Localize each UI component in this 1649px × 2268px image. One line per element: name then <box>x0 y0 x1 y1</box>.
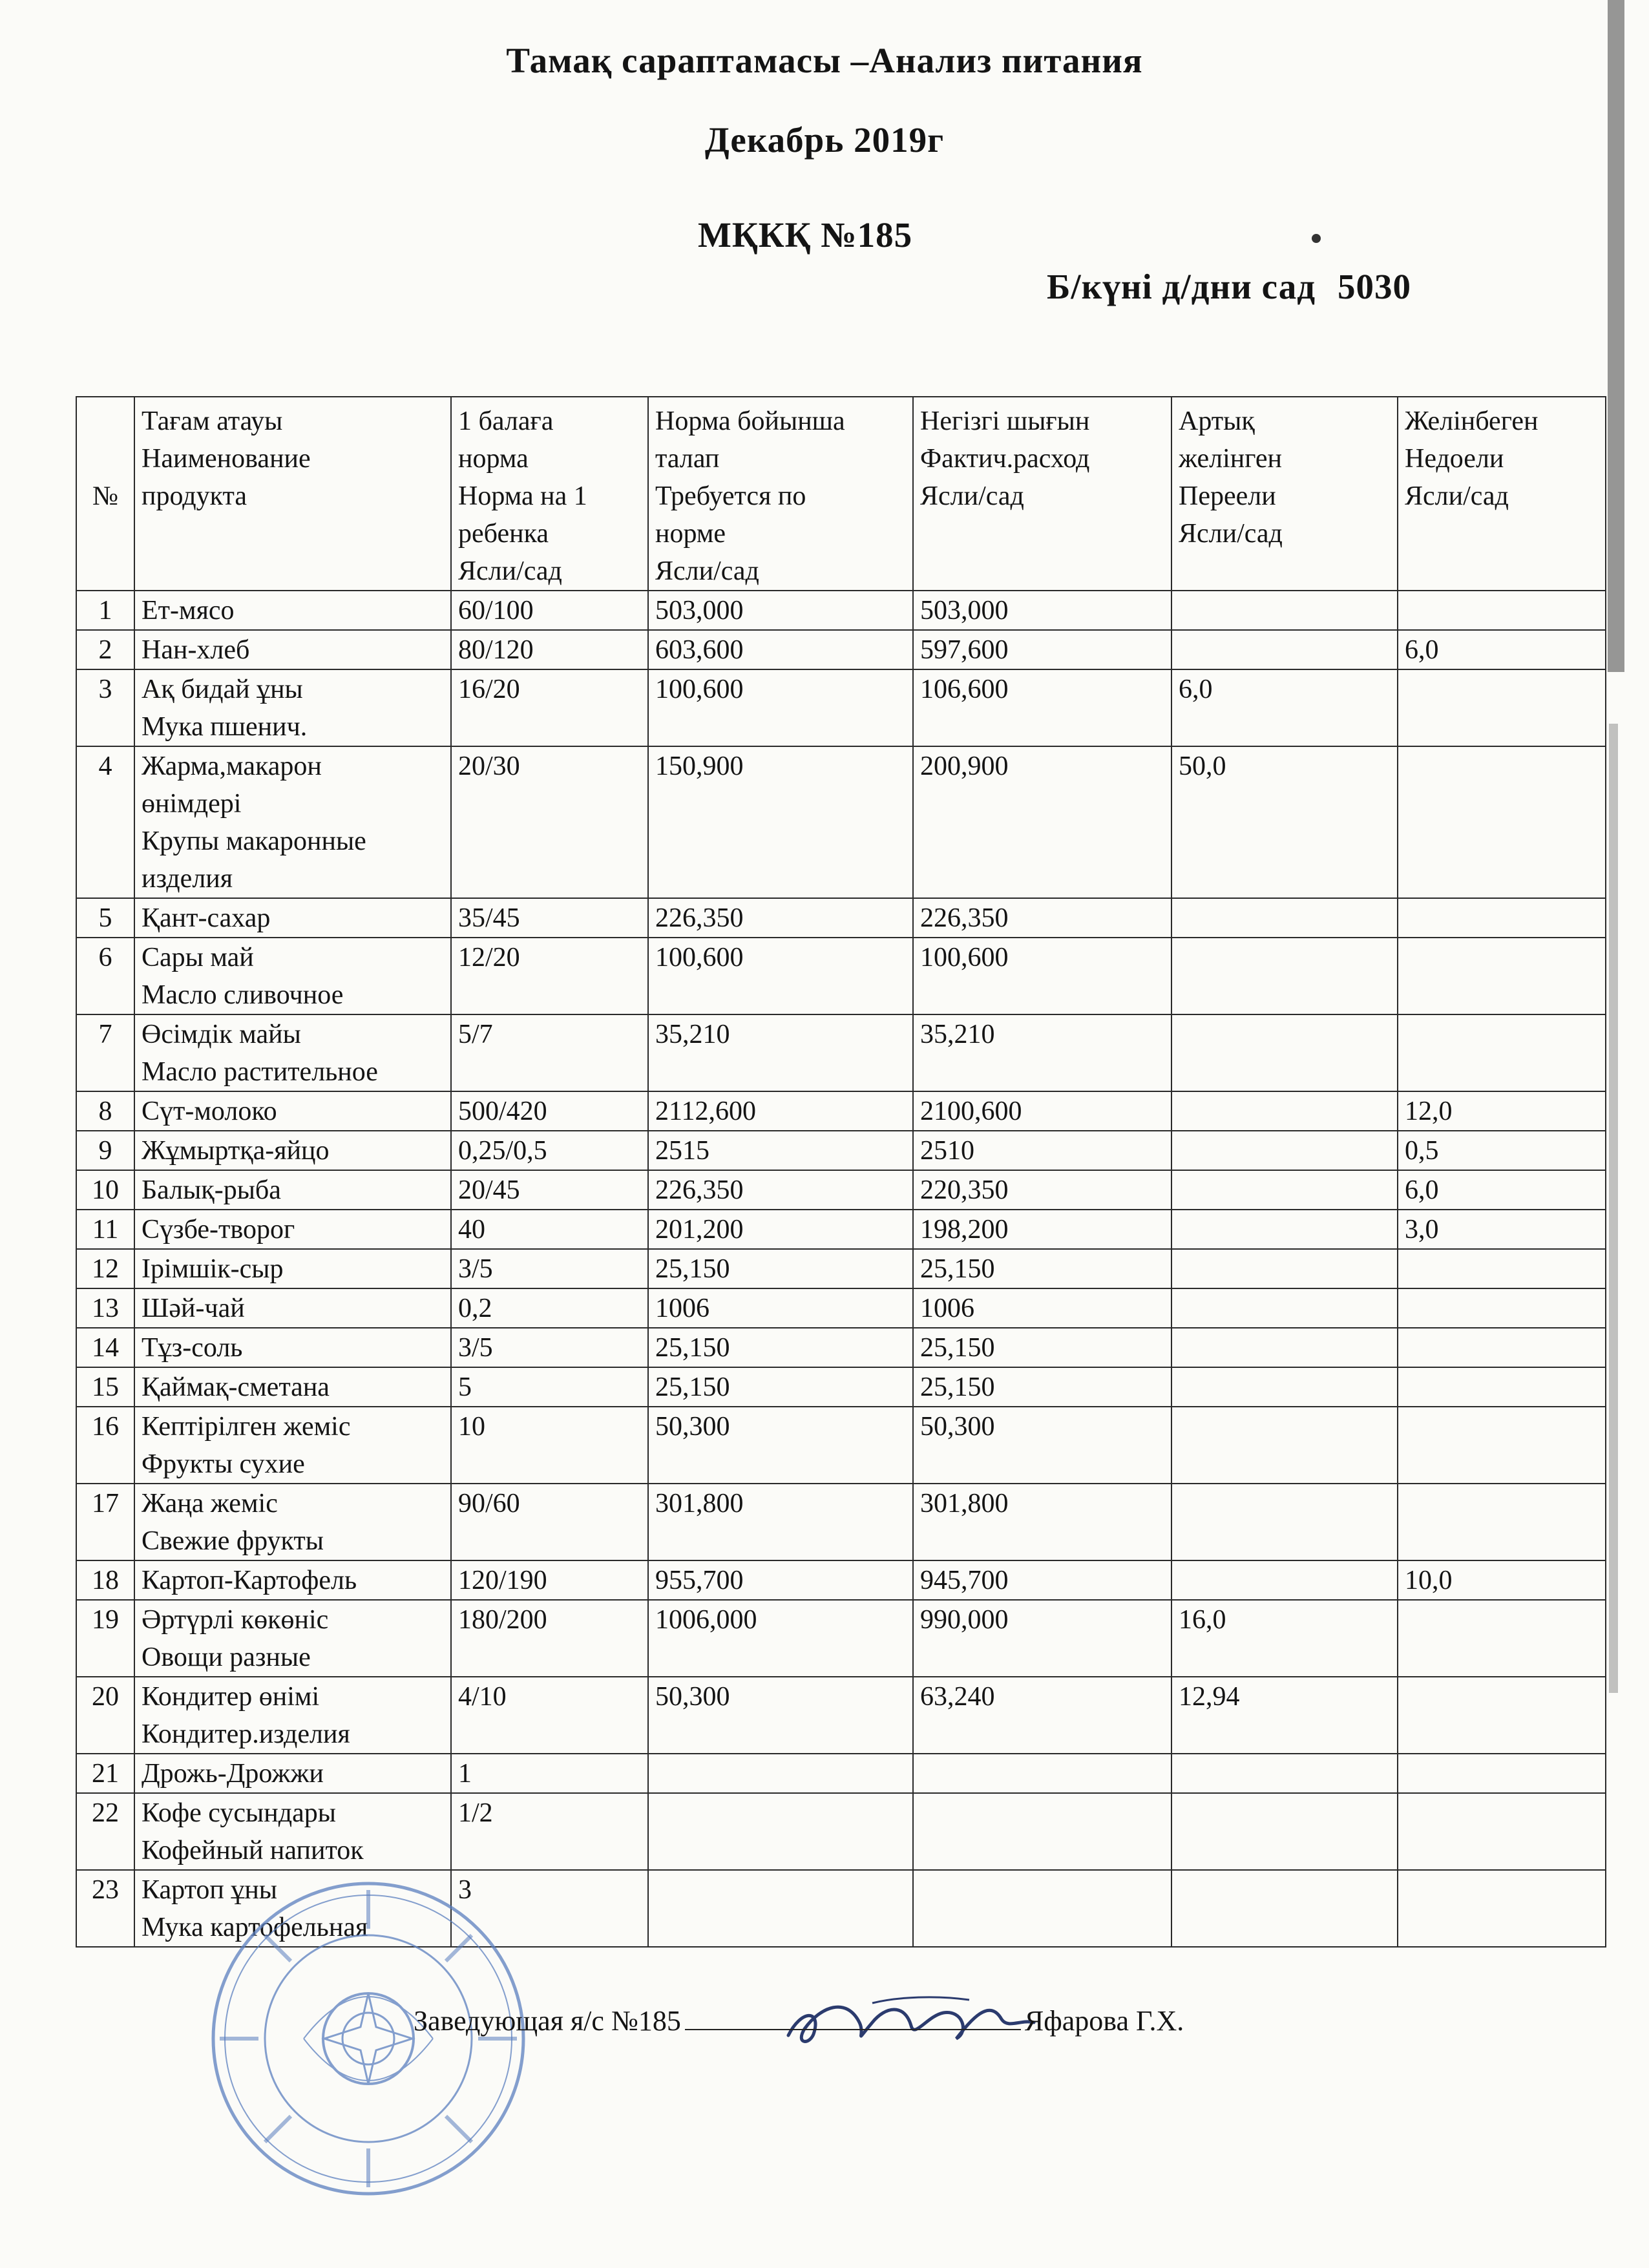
cell-product-name: Жұмыртқа-яйцо <box>134 1131 451 1170</box>
cell-actual-consumption: 106,600 <box>913 669 1171 746</box>
cell-overeaten <box>1171 630 1398 669</box>
cell-overeaten <box>1171 1870 1398 1947</box>
table-row <box>76 1249 1606 1288</box>
cell-actual-consumption: 63,240 <box>913 1677 1171 1754</box>
cell-overeaten <box>1171 1131 1398 1170</box>
cell-row-number: 3 <box>76 669 134 746</box>
cell-row-number: 1 <box>76 591 134 630</box>
table-header-row <box>76 397 1606 591</box>
cell-norm-per-child: 500/420 <box>451 1091 648 1131</box>
cell-undereaten <box>1398 1754 1606 1793</box>
cell-overeaten <box>1171 1014 1398 1091</box>
cell-product-name: Жаңа жеміс Свежие фрукты <box>134 1484 451 1560</box>
cell-row-number: 11 <box>76 1210 134 1249</box>
days-count <box>1047 266 1411 307</box>
cell-overeaten <box>1171 1210 1398 1249</box>
cell-actual-consumption <box>913 1754 1171 1793</box>
cell-norm-per-child: 16/20 <box>451 669 648 746</box>
cell-undereaten <box>1398 1677 1606 1754</box>
cell-required-by-norm: 100,600 <box>648 669 913 746</box>
cell-undereaten: 10,0 <box>1398 1560 1606 1600</box>
days-label: Б/күні д/дни сад <box>1047 267 1316 306</box>
cell-actual-consumption: 200,900 <box>913 746 1171 898</box>
cell-actual-consumption <box>913 1793 1171 1870</box>
cell-product-name: Балық-рыба <box>134 1170 451 1210</box>
cell-row-number: 15 <box>76 1367 134 1407</box>
table-row <box>76 1210 1606 1249</box>
cell-norm-per-child: 60/100 <box>451 591 648 630</box>
cell-required-by-norm: 35,210 <box>648 1014 913 1091</box>
cell-row-number: 17 <box>76 1484 134 1560</box>
cell-norm-per-child: 90/60 <box>451 1484 648 1560</box>
cell-product-name: Шәй-чай <box>134 1288 451 1328</box>
cell-norm-per-child: 0,2 <box>451 1288 648 1328</box>
cell-required-by-norm: 226,350 <box>648 898 913 938</box>
document-period: Декабрь 2019г <box>704 120 945 160</box>
cell-overeaten <box>1171 1407 1398 1484</box>
cell-row-number: 21 <box>76 1754 134 1793</box>
cell-required-by-norm: 25,150 <box>648 1328 913 1367</box>
table-row <box>76 938 1606 1014</box>
cell-actual-consumption: 301,800 <box>913 1484 1171 1560</box>
cell-undereaten <box>1398 746 1606 898</box>
cell-actual-consumption: 597,600 <box>913 630 1171 669</box>
cell-norm-per-child: 5/7 <box>451 1014 648 1091</box>
cell-required-by-norm: 201,200 <box>648 1210 913 1249</box>
cell-actual-consumption: 990,000 <box>913 1600 1171 1677</box>
cell-required-by-norm: 955,700 <box>648 1560 913 1600</box>
cell-row-number: 9 <box>76 1131 134 1170</box>
cell-required-by-norm: 1006,000 <box>648 1600 913 1677</box>
footer-name: Яфарова Г.Х. <box>1024 2005 1184 2037</box>
table-row <box>76 1484 1606 1560</box>
column-header-norm-per-child: 1 балаға норма Норма на 1 ребенка Ясли/сад <box>451 397 648 591</box>
cell-row-number: 8 <box>76 1091 134 1131</box>
cell-overeaten <box>1171 1484 1398 1560</box>
cell-row-number: 2 <box>76 630 134 669</box>
cell-required-by-norm <box>648 1754 913 1793</box>
cell-product-name: Ақ бидай ұны Мука пшенич. <box>134 669 451 746</box>
table-row <box>76 1407 1606 1484</box>
cell-product-name: Жарма,макарон өнімдері Крупы макаронные изделия <box>134 746 451 898</box>
scan-speck <box>1312 234 1321 243</box>
cell-required-by-norm: 150,900 <box>648 746 913 898</box>
cell-product-name: Қаймақ-сметана <box>134 1367 451 1407</box>
table-row <box>76 1367 1606 1407</box>
cell-actual-consumption <box>913 1870 1171 1947</box>
cell-product-name: Кондитер өнімі Кондитер.изделия <box>134 1677 451 1754</box>
cell-undereaten <box>1398 1014 1606 1091</box>
cell-product-name: Ірімшік-сыр <box>134 1249 451 1288</box>
table-row <box>76 1600 1606 1677</box>
cell-undereaten <box>1398 898 1606 938</box>
cell-norm-per-child: 3/5 <box>451 1328 648 1367</box>
footer-position: Заведующая я/с №185 <box>414 2005 681 2037</box>
cell-row-number: 22 <box>76 1793 134 1870</box>
table-row <box>76 1328 1606 1367</box>
cell-undereaten <box>1398 1793 1606 1870</box>
column-header-product: Тағам атауы Наименование продукта <box>134 397 451 591</box>
cell-actual-consumption: 226,350 <box>913 898 1171 938</box>
table-row <box>76 1014 1606 1091</box>
table-row <box>76 1091 1606 1131</box>
cell-overeaten: 6,0 <box>1171 669 1398 746</box>
table-row <box>76 1793 1606 1870</box>
cell-product-name: Сүзбе-творог <box>134 1210 451 1249</box>
cell-actual-consumption: 945,700 <box>913 1560 1171 1600</box>
cell-product-name: Әртүрлі көкөніс Овощи разные <box>134 1600 451 1677</box>
cell-actual-consumption: 25,150 <box>913 1367 1171 1407</box>
cell-product-name: Нан-хлеб <box>134 630 451 669</box>
cell-required-by-norm <box>648 1793 913 1870</box>
cell-undereaten: 0,5 <box>1398 1131 1606 1170</box>
cell-required-by-norm: 2515 <box>648 1131 913 1170</box>
cell-norm-per-child: 0,25/0,5 <box>451 1131 648 1170</box>
cell-product-name: Кептірілген жеміс Фрукты сухие <box>134 1407 451 1484</box>
cell-actual-consumption: 2510 <box>913 1131 1171 1170</box>
table-row <box>76 1754 1606 1793</box>
signature-line <box>685 2003 1021 2030</box>
cell-row-number: 20 <box>76 1677 134 1754</box>
cell-actual-consumption: 503,000 <box>913 591 1171 630</box>
cell-overeaten: 50,0 <box>1171 746 1398 898</box>
cell-overeaten <box>1171 1367 1398 1407</box>
cell-required-by-norm: 226,350 <box>648 1170 913 1210</box>
cell-norm-per-child: 20/30 <box>451 746 648 898</box>
cell-required-by-norm: 100,600 <box>648 938 913 1014</box>
cell-row-number: 12 <box>76 1249 134 1288</box>
cell-overeaten <box>1171 1754 1398 1793</box>
cell-actual-consumption: 220,350 <box>913 1170 1171 1210</box>
cell-overeaten <box>1171 1560 1398 1600</box>
cell-overeaten <box>1171 1249 1398 1288</box>
cell-required-by-norm: 301,800 <box>648 1484 913 1560</box>
table-row <box>76 669 1606 746</box>
cell-row-number: 10 <box>76 1170 134 1210</box>
cell-norm-per-child: 10 <box>451 1407 648 1484</box>
cell-undereaten <box>1398 1249 1606 1288</box>
cell-actual-consumption: 25,150 <box>913 1249 1171 1288</box>
cell-actual-consumption: 100,600 <box>913 938 1171 1014</box>
table-row <box>76 591 1606 630</box>
cell-norm-per-child: 12/20 <box>451 938 648 1014</box>
cell-overeaten <box>1171 1170 1398 1210</box>
cell-norm-per-child: 20/45 <box>451 1170 648 1210</box>
column-header-actual: Негізгі шығын Фактич.расход Ясли/сад <box>913 397 1171 591</box>
cell-row-number: 6 <box>76 938 134 1014</box>
cell-required-by-norm: 2112,600 <box>648 1091 913 1131</box>
cell-product-name: Сүт-молоко <box>134 1091 451 1131</box>
cell-actual-consumption: 35,210 <box>913 1014 1171 1091</box>
cell-product-name: Картоп ұны Мука картофельная <box>134 1870 451 1947</box>
cell-norm-per-child: 35/45 <box>451 898 648 938</box>
scan-edge-shadow <box>1608 0 1624 672</box>
cell-required-by-norm: 50,300 <box>648 1677 913 1754</box>
cell-required-by-norm: 503,000 <box>648 591 913 630</box>
cell-overeaten <box>1171 898 1398 938</box>
column-header-number: № <box>76 397 134 591</box>
institution-name: МҚКҚ №185 <box>698 215 913 255</box>
footer-signature-line <box>414 2003 1184 2037</box>
cell-norm-per-child: 3 <box>451 1870 648 1947</box>
cell-actual-consumption: 25,150 <box>913 1328 1171 1367</box>
cell-actual-consumption: 198,200 <box>913 1210 1171 1249</box>
cell-row-number: 23 <box>76 1870 134 1947</box>
cell-overeaten: 16,0 <box>1171 1600 1398 1677</box>
table-row <box>76 1288 1606 1328</box>
table-row <box>76 1677 1606 1754</box>
cell-norm-per-child: 3/5 <box>451 1249 648 1288</box>
cell-required-by-norm <box>648 1870 913 1947</box>
cell-product-name: Қант-сахар <box>134 898 451 938</box>
cell-product-name: Дрожь-Дрожжи <box>134 1754 451 1793</box>
cell-product-name: Картоп-Картофель <box>134 1560 451 1600</box>
cell-overeaten <box>1171 1091 1398 1131</box>
table-row <box>76 1131 1606 1170</box>
cell-required-by-norm: 50,300 <box>648 1407 913 1484</box>
cell-row-number: 7 <box>76 1014 134 1091</box>
cell-row-number: 14 <box>76 1328 134 1367</box>
cell-norm-per-child: 40 <box>451 1210 648 1249</box>
cell-row-number: 4 <box>76 746 134 898</box>
cell-norm-per-child: 5 <box>451 1367 648 1407</box>
column-header-undereaten: Желінбеген Недоели Ясли/сад <box>1398 397 1606 591</box>
cell-actual-consumption: 2100,600 <box>913 1091 1171 1131</box>
cell-required-by-norm: 603,600 <box>648 630 913 669</box>
cell-overeaten <box>1171 1793 1398 1870</box>
days-value: 5030 <box>1338 267 1412 306</box>
cell-norm-per-child: 120/190 <box>451 1560 648 1600</box>
cell-row-number: 18 <box>76 1560 134 1600</box>
scan-edge-shadow-lower <box>1609 724 1618 1693</box>
cell-undereaten <box>1398 1328 1606 1367</box>
nutrition-table <box>76 396 1606 1948</box>
cell-undereaten <box>1398 591 1606 630</box>
cell-norm-per-child: 1/2 <box>451 1793 648 1870</box>
cell-actual-consumption: 50,300 <box>913 1407 1171 1484</box>
cell-product-name: Сары май Масло сливочное <box>134 938 451 1014</box>
table-row <box>76 746 1606 898</box>
document-title: Тамақ сараптамасы –Анализ питания <box>506 41 1143 80</box>
cell-row-number: 16 <box>76 1407 134 1484</box>
cell-overeaten: 12,94 <box>1171 1677 1398 1754</box>
official-stamp-icon <box>207 1877 530 2200</box>
cell-undereaten <box>1398 669 1606 746</box>
cell-norm-per-child: 80/120 <box>451 630 648 669</box>
table-row <box>76 630 1606 669</box>
cell-undereaten: 3,0 <box>1398 1210 1606 1249</box>
cell-overeaten <box>1171 591 1398 630</box>
cell-row-number: 13 <box>76 1288 134 1328</box>
cell-norm-per-child: 180/200 <box>451 1600 648 1677</box>
cell-row-number: 19 <box>76 1600 134 1677</box>
cell-product-name: Кофе сусындары Кофейный напиток <box>134 1793 451 1870</box>
cell-undereaten: 12,0 <box>1398 1091 1606 1131</box>
cell-undereaten <box>1398 1288 1606 1328</box>
cell-norm-per-child: 1 <box>451 1754 648 1793</box>
cell-overeaten <box>1171 938 1398 1014</box>
cell-required-by-norm: 25,150 <box>648 1367 913 1407</box>
table-row <box>76 1560 1606 1600</box>
table-row <box>76 1170 1606 1210</box>
cell-norm-per-child: 4/10 <box>451 1677 648 1754</box>
cell-required-by-norm: 25,150 <box>648 1249 913 1288</box>
cell-undereaten <box>1398 1600 1606 1677</box>
cell-undereaten <box>1398 1870 1606 1947</box>
cell-undereaten <box>1398 1484 1606 1560</box>
cell-actual-consumption: 1006 <box>913 1288 1171 1328</box>
column-header-required: Норма бойынша талап Требуется по норме Ясли/сад <box>648 397 913 591</box>
table-row <box>76 898 1606 938</box>
cell-undereaten: 6,0 <box>1398 630 1606 669</box>
cell-overeaten <box>1171 1288 1398 1328</box>
cell-undereaten <box>1398 1367 1606 1407</box>
cell-product-name: Өсімдік майы Масло растительное <box>134 1014 451 1091</box>
cell-undereaten <box>1398 938 1606 1014</box>
column-header-overeaten: Артық желінген Переели Ясли/сад <box>1171 397 1398 591</box>
cell-product-name: Тұз-соль <box>134 1328 451 1367</box>
cell-required-by-norm: 1006 <box>648 1288 913 1328</box>
cell-undereaten: 6,0 <box>1398 1170 1606 1210</box>
cell-overeaten <box>1171 1328 1398 1367</box>
cell-row-number: 5 <box>76 898 134 938</box>
cell-undereaten <box>1398 1407 1606 1484</box>
cell-product-name: Ет-мясо <box>134 591 451 630</box>
